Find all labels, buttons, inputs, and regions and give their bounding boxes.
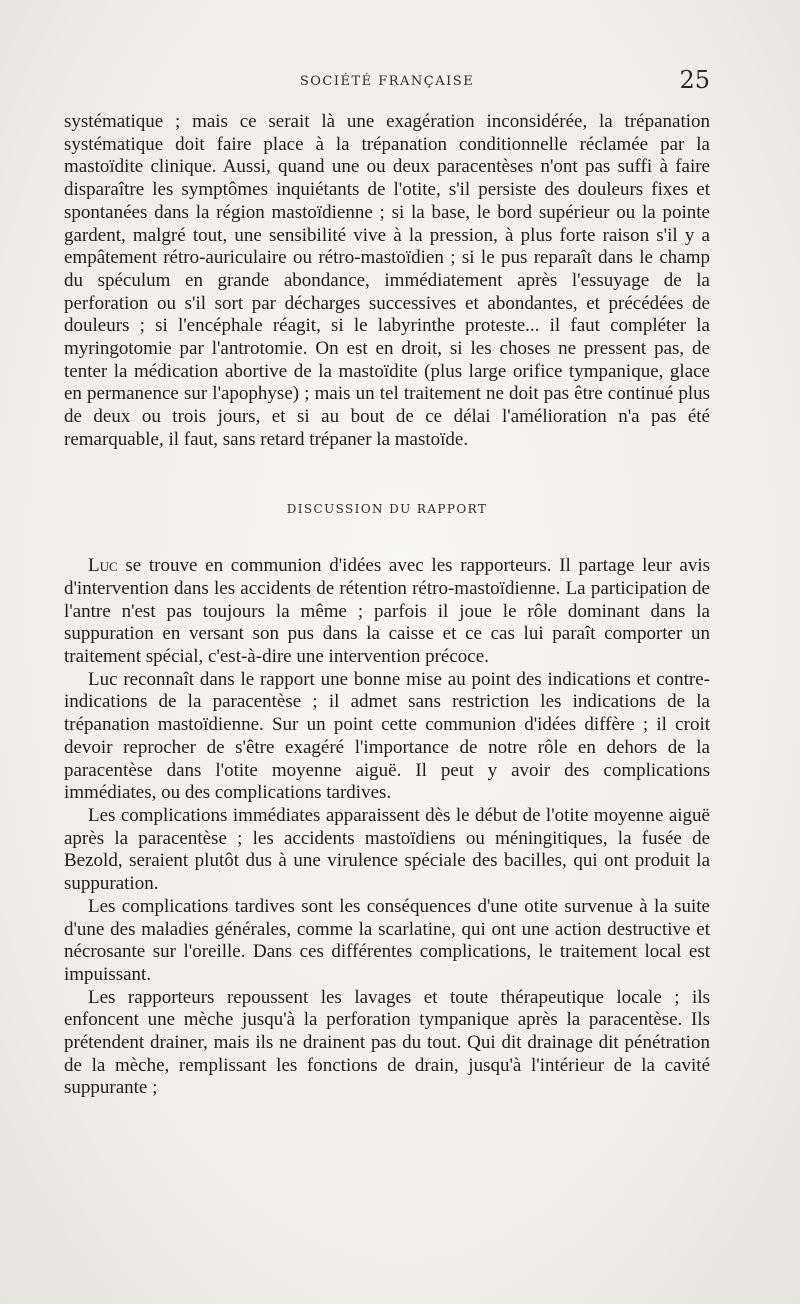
paragraph-text: se trouve en communion d'idées avec les rapporteurs. Il partage leur avis d'intervention dans les accidents de rétention rétro-mastoïdienne. La participation de l'antre n'est pas toujours la même ; parfois il joue le rôle dominant dans la suppuration en versant son pus dans la caisse et ce cas lui paraît comporter un traitement spécial, c'est-à-dire une intervention précoce. bbox=[64, 555, 710, 668]
section-heading: DISCUSSION DU RAPPORT bbox=[286, 501, 488, 516]
paragraph-complications-immediates: Les complications immédiates apparaissent dès le début de l'otite moyenne aiguë après la paracentèse ; les accidents mastoïdiens ou méningitiques, la fusée de Bezold, seraient plutôt dus à une virulence spéciale des bacilles, qui ont produit la suppuration. bbox=[64, 804, 710, 895]
paragraph-luc-reconnait: Luc reconnaît dans le rapport une bonne mise au point des indications et contre-indications de la paracentèse ; il admet sans restriction les indications de la trépanation mastoïdienne. Sur un point cette communion d'idées diffère ; il croit devoir reprocher de s'être exagéré l'importance de notre rôle en dehors de la paracentèse dans l'otite moyenne aiguë. Il peut y avoir des complications immédiates, ou des complications tardives. bbox=[64, 668, 710, 804]
paragraph-complications-tardives: Les complications tardives sont les conséquences d'une otite survenue à la suite d'une des maladies générales, comme la scarlatine, qui ont une action destructive et nécrosante sur l'oreille. Dans ces différentes complications, le traitement local est impuissant. bbox=[64, 895, 710, 985]
paragraph-rapporteurs: Les rapporteurs repoussent les lavages et toute thérapeutique locale ; ils enfoncent une mèche jusqu'à la perforation tympanique après la paracentèse. Ils prétendent drainer, mais ils ne drainent pas du tout. Qui dit drainage dit pénétration de la mèche, remplissant les fonctions de drain, jusqu'à l'intérieur de la cavité suppurante ; bbox=[64, 986, 710, 1099]
running-head bbox=[64, 66, 710, 96]
body-text bbox=[64, 111, 710, 1100]
paragraph-continuation: systématique ; mais ce serait là une exagération inconsidérée, la trépanation systématique doit faire place à la trépanation conditionnelle réclamée par la mastoïdite clinique. Aussi, quand une ou deux paracentèses n'ont pas suffi à faire disparaître les symptômes inquiétants de l'otite, s'il persiste des douleurs fixes et spontanées dans la région mastoïdienne ; si la base, le bord supérieur ou la pointe gardent, malgré tout, une sensibilité vive à la pression, à plus forte raison s'il y a empâtement rétro-auriculaire ou rétro-mastoïdien ; si le pus reparaît dans le champ du spéculum en grande abondance, immédiatement après l'essuyage de la perforation ou s'il sort par décharges successives et abondantes, et précédées de douleurs ; si l'encéphale réagit, si le labyrinthe proteste... il faut compléter la myringotomie par l'antrotomie. On est en droit, si les choses ne pressent pas, de tenter la médication abortive de la mastoïdite (plus large orifice tympanique, glace en permanence sur l'apophyse) ; mais un tel traitement ne doit pas être continué plus de deux ou trois jours, et si au bout de ce délai l'amélioration n'a pas été remarquable, il faut, sans retard trépaner la mastoïde. bbox=[64, 111, 710, 450]
author-name: Luc bbox=[88, 555, 118, 577]
running-title: SOCIÉTÉ FRANÇAISE bbox=[299, 74, 475, 89]
paragraph-luc-communion bbox=[64, 555, 710, 669]
page-number: 25 bbox=[679, 66, 710, 94]
